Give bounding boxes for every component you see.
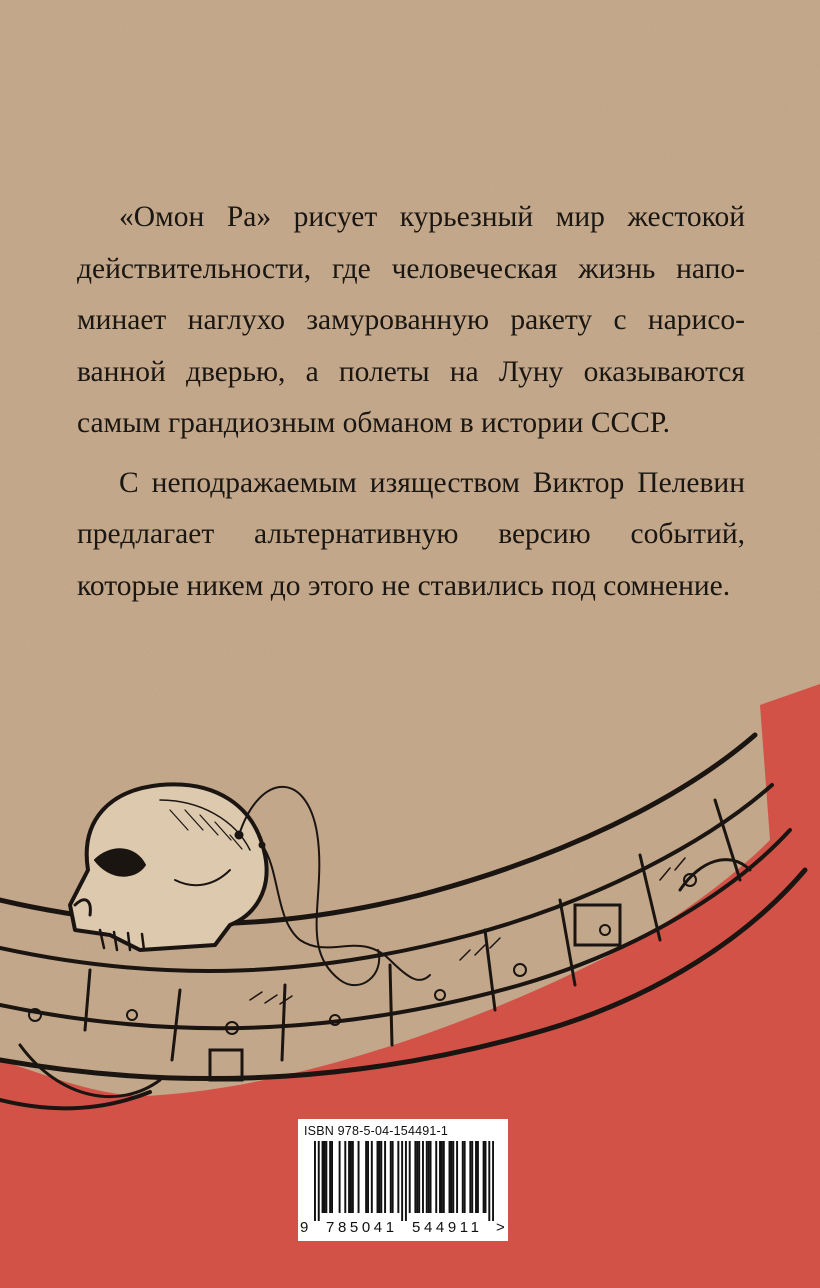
barcode-bar [422, 1141, 424, 1213]
barcode-bar [329, 1141, 331, 1213]
ean-left-digits: 785041 [326, 1219, 398, 1236]
barcode-bar [318, 1141, 320, 1221]
barcode-bar [441, 1141, 443, 1213]
barcode-bar [405, 1141, 407, 1221]
barcode-bar [390, 1141, 392, 1213]
barcode-bar [430, 1141, 432, 1213]
barcode-bar [469, 1141, 471, 1213]
barcode-bar [401, 1141, 403, 1221]
barcode-bar [456, 1141, 458, 1213]
barcode-bar [323, 1141, 325, 1213]
barcode-bar [331, 1141, 333, 1213]
barcode-bar [485, 1141, 487, 1213]
barcode-bar [339, 1141, 341, 1213]
barcode-bar [452, 1141, 454, 1213]
barcode-bar [409, 1141, 411, 1213]
barcode-bar [450, 1141, 452, 1213]
barcode-bar [380, 1141, 382, 1213]
barcode-bar [449, 1141, 451, 1213]
barcode-bar [443, 1141, 445, 1213]
barcode-bar [371, 1141, 373, 1213]
barcode-bar [314, 1141, 316, 1221]
barcode-bar [350, 1141, 352, 1213]
barcode-bar [477, 1141, 479, 1213]
barcode-bar [471, 1141, 473, 1213]
barcode-bar [428, 1141, 430, 1213]
ean-quiet-zone-arrow: > [496, 1219, 505, 1236]
barcode-bar [414, 1141, 416, 1213]
barcode-bars [314, 1141, 494, 1221]
ean-right-digits: 544911 [412, 1219, 483, 1236]
barcode-bar [464, 1141, 466, 1213]
barcode-bar [344, 1141, 346, 1213]
barcode-bar [378, 1141, 380, 1213]
barcode-bar [426, 1141, 428, 1213]
barcode-bar [348, 1141, 350, 1213]
barcode-bar [488, 1141, 490, 1221]
barcode-bar [384, 1141, 386, 1213]
barcode-bar [397, 1141, 399, 1213]
barcode-bar [435, 1141, 437, 1213]
barcode-bar [352, 1141, 354, 1213]
blurb-paragraph-2: С неподражаемым изяществом Виктор Пелевин предлагает альтернативную версию событий, которые никем до этого не ставились под сомнение. [77, 466, 745, 602]
barcode-bar [483, 1141, 485, 1213]
barcode-bar [439, 1141, 441, 1213]
barcode-bar [416, 1141, 418, 1213]
barcode-bar [358, 1141, 360, 1213]
ean-digits [300, 1219, 506, 1237]
barcode-bar [325, 1141, 327, 1213]
barcode-bar [367, 1141, 369, 1213]
barcode-bar [492, 1141, 494, 1221]
barcode-bar [475, 1141, 477, 1213]
barcode-bar [418, 1141, 420, 1213]
blurb-paragraph-1: «Омон Ра» рисует курьезный мир жестокой действительности, где человеческая жизнь напоминает наглухо замурованную ракету с нарисованной дверью, а полеты на Луну оказываются самым грандиозным обманом в истории СССР. [77, 201, 745, 439]
barcode-bar [365, 1141, 367, 1213]
isbn-label: ISBN 978-5-04-154491-1 [304, 1124, 449, 1138]
barcode-bar [322, 1141, 324, 1213]
barcode-bar [392, 1141, 394, 1213]
barcode-bar [462, 1141, 464, 1213]
isbn-barcode [298, 1119, 508, 1241]
ean-first-digit: 9 [300, 1219, 309, 1236]
barcode-bar [377, 1141, 379, 1213]
